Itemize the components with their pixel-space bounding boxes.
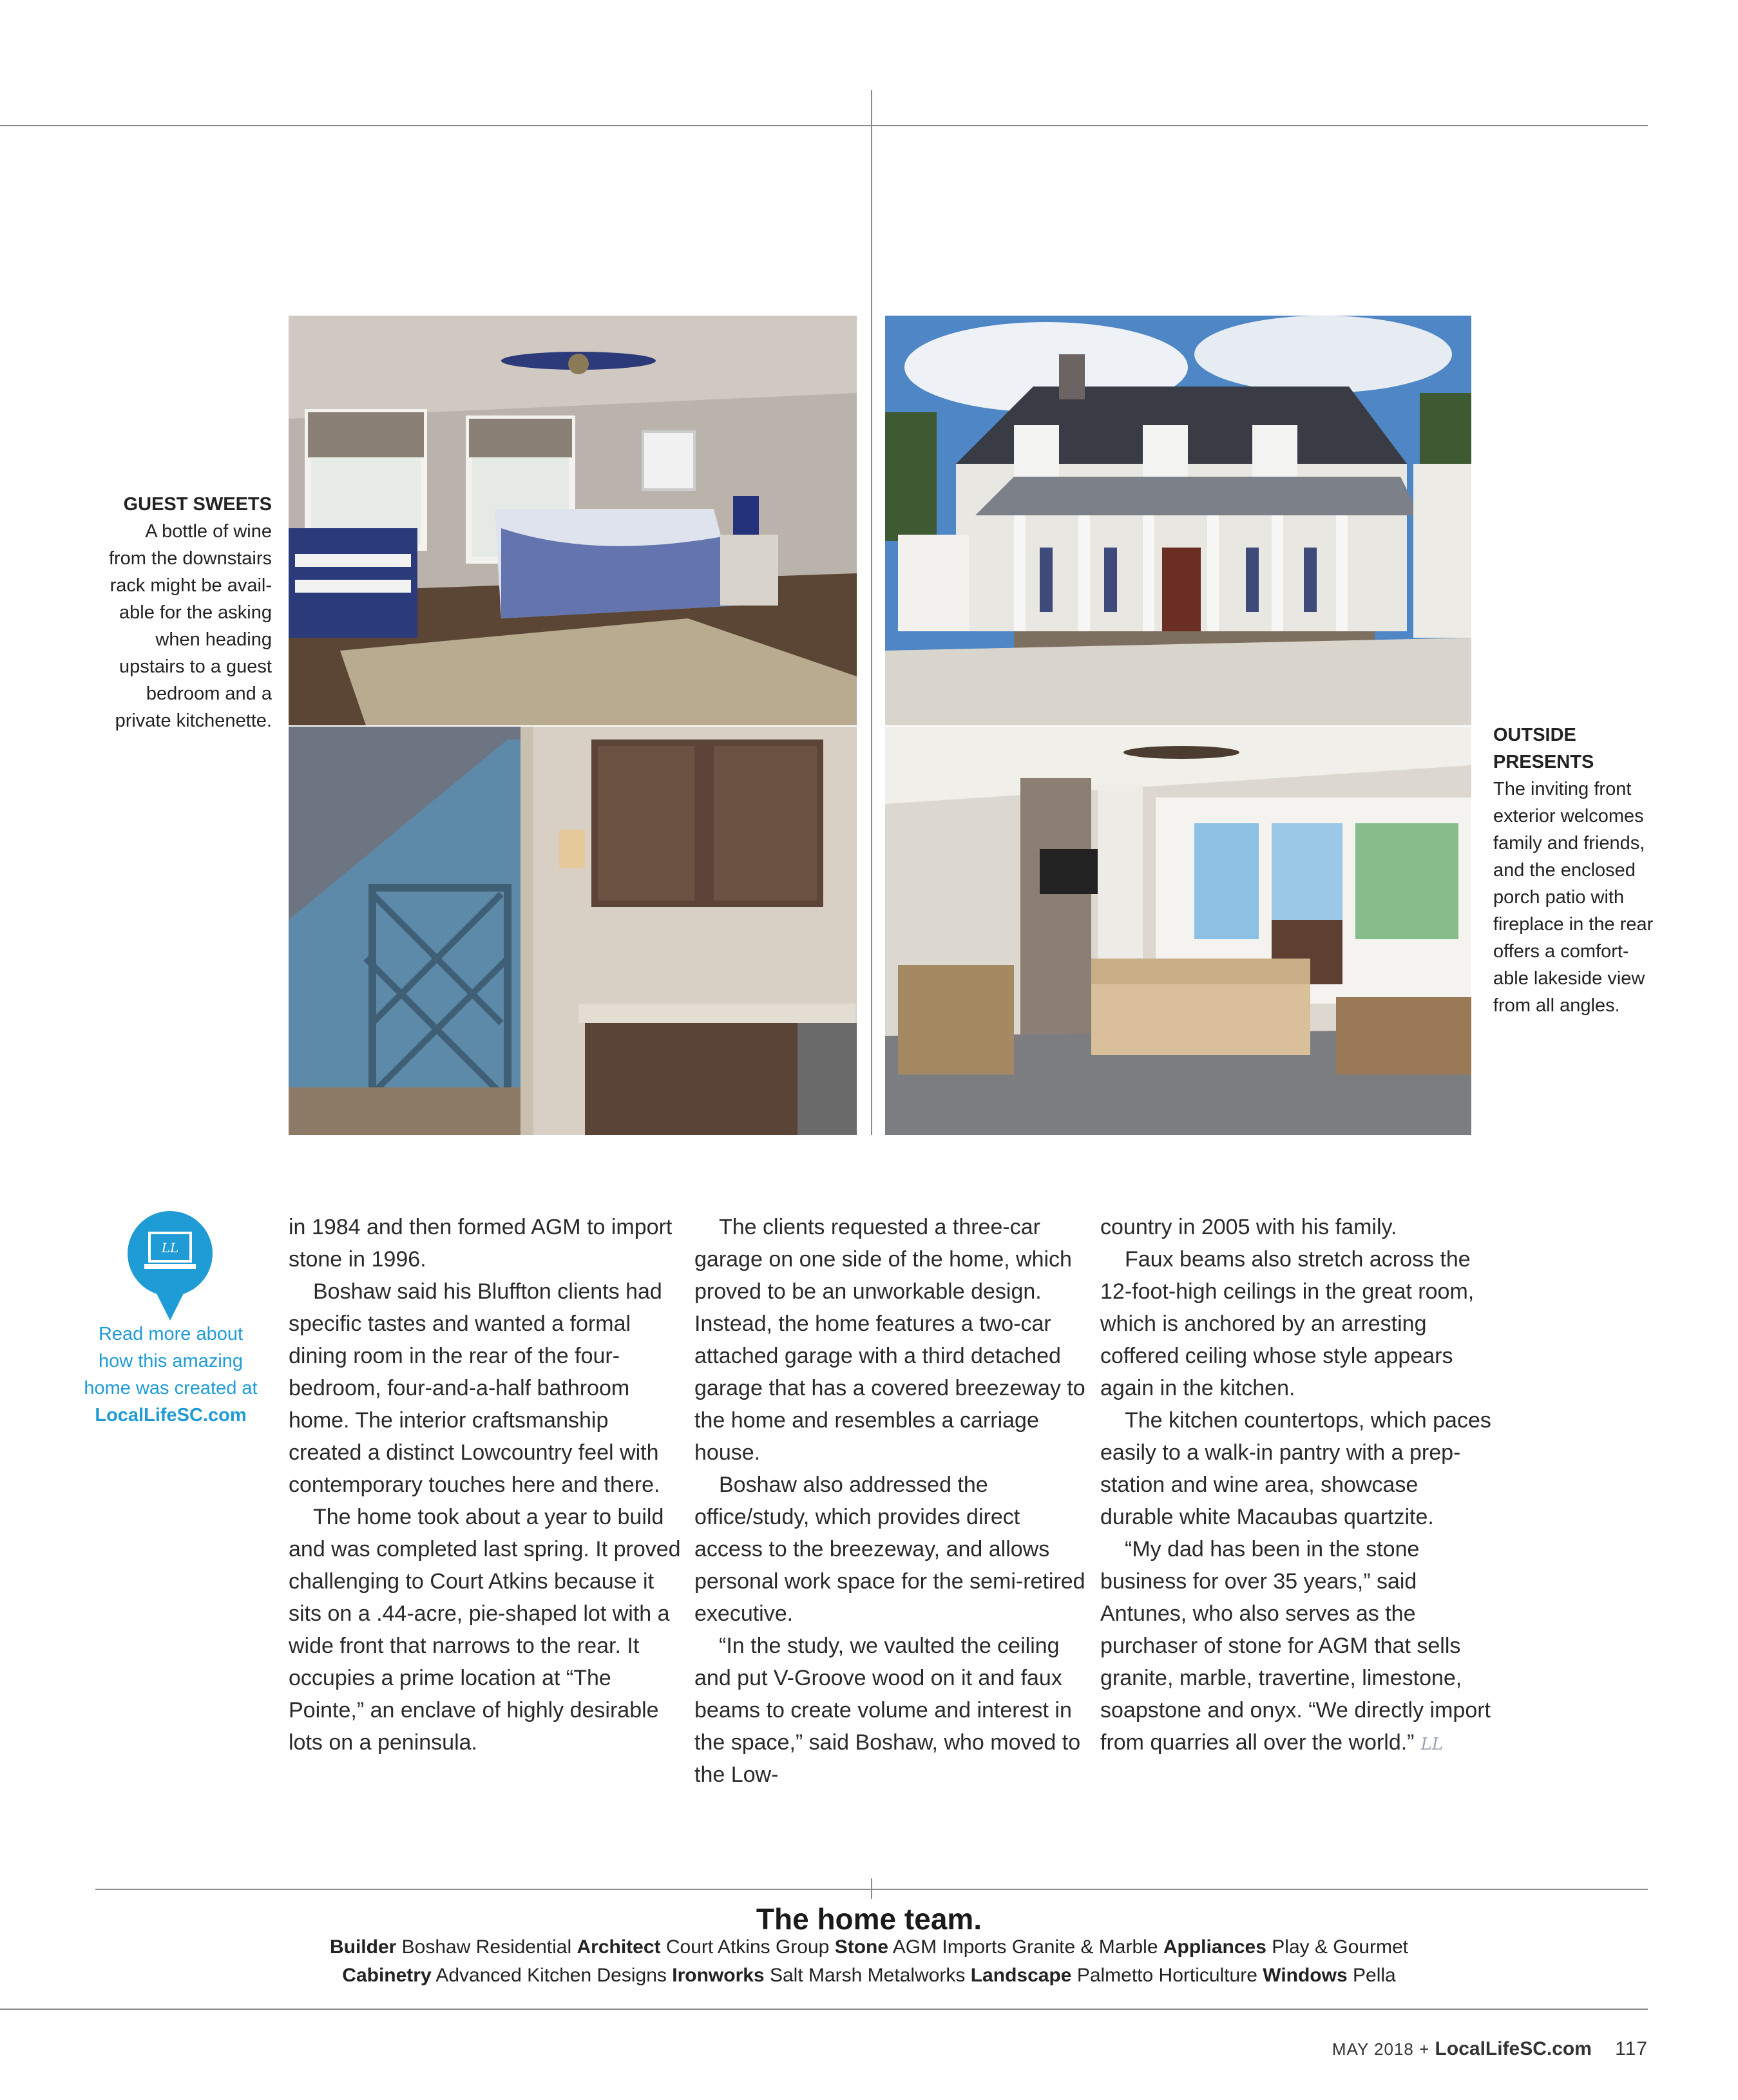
credit-name: Play & Gourmet [1272,1936,1409,1958]
paragraph [1100,1533,1493,1761]
paragraph: The kitchen countertops, which paces easily to a walk-in pantry with a prep-station and wine area, showcase durable white Macaubas quartzite. [1100,1408,1491,1529]
sidebar-site-link[interactable]: LocalLifeSC.com [95,1405,247,1426]
page-number: 117 [1615,2038,1648,2059]
photo-porch-patio [885,727,1471,1135]
caption-line: porch patio with [1493,887,1625,908]
caption-line: when heading [155,629,272,650]
credit-role: Windows [1263,1965,1348,1986]
end-mark: LL [1420,1735,1444,1754]
credit-name: Advanced Kitchen Designs [435,1965,667,1986]
caption-guest-sweets [64,491,272,734]
caption-line: able lakeside view [1493,968,1645,989]
caption-outside-title: OUTSIDE [1493,725,1576,745]
gutter-rule [871,90,872,1135]
paragraph-text: “My dad has been in the stone business for over 35 years,” said Antunes, who also serves as the purchaser of stone for AGM that sells granite, marble, travertine, limestone, soapstone and onyx. “We directly import from quarries all over the world.” [1100,1537,1491,1755]
credit-name: Salt Marsh Metalworks [769,1965,966,1986]
credit-name: Boshaw Residential [401,1936,572,1958]
folio-date: MAY 2018 [1332,2039,1414,2059]
caption-line: able for the asking [119,602,272,623]
paragraph: The home took about a year to build and was completed last spring. It proved challenging to Court Atkins because it sits on a .44-acre, pie-shaped lot with a wide front that narrows to the rear. It occupies a prime location at “The Pointe,” an enclave of highly desirable lots on a peninsula. [289,1505,681,1755]
caption-line: exterior welcomes [1493,806,1644,826]
sidebar-line: Read more about [98,1324,244,1344]
team-bottom-rule [0,2009,1648,2010]
caption-line: from all angles. [1493,995,1620,1016]
top-rule [0,125,1648,126]
credit-name: Palmetto Horticulture [1076,1965,1257,1986]
page-folio [1332,2038,1648,2060]
sidebar-line: home was created at [84,1378,258,1398]
caption-line: upstairs to a guest [119,656,272,677]
paragraph: Boshaw said his Bluffton clients had specific tastes and wanted a formal dining room in the rear of the four-bedroom, four-and-a-half bathroom home. The interior craftsmanship created a distinct Lowcountry feel with contemporary touches here and there. [289,1279,662,1497]
credit-role: Cabinetry [342,1965,432,1986]
paragraph: The clients requested a three-car garage on one side of the home, which proved to be an unworkable design. Instead, the home features a two-car attached garage with a third detached garage that has a covered breezeway to the home and resembles a carriage house. [694,1215,1085,1465]
team-tick [871,1878,872,1899]
caption-line: and the enclosed [1493,860,1636,881]
folio-site[interactable]: LocalLifeSC.com [1435,2038,1592,2059]
home-team-title: The home team. [756,1902,982,1936]
caption-line: private kitchenette. [115,711,272,731]
caption-line: rack might be avail- [110,575,272,596]
home-team-line-1 [0,1936,1738,1958]
credit-role: Ironworks [672,1965,765,1986]
paragraph: “In the study, we vaulted the ceiling and put V-Groove wood on it and faux beams to create volume and interest in the space,” said Boshaw, who moved to the Low- [694,1634,1081,1787]
body-column-2 [694,1211,1087,1791]
laptop-icon[interactable] [126,1211,214,1321]
caption-guest-title: GUEST SWEETS [123,494,272,515]
photo-guest-bedroom [289,316,857,725]
photo-front-exterior [885,316,1471,725]
body-column-3 [1100,1211,1493,1761]
caption-line: family and friends, [1493,833,1645,854]
caption-line: The inviting front [1493,779,1632,799]
credit-name: Court Atkins Group [665,1936,830,1958]
caption-line: offers a comfort- [1493,941,1629,962]
sidebar-line: how this amazing [98,1351,244,1371]
home-team-line-2 [0,1965,1738,1987]
sidebar-promo [71,1321,271,1429]
body-column-1 [289,1211,682,1759]
credit-role: Architect [577,1936,661,1958]
credit-role: Builder [329,1936,397,1958]
caption-line: from the downstairs [108,548,272,569]
credit-role: Stone [834,1936,889,1958]
caption-line: bedroom and a [146,683,272,704]
photo-wine-rack [289,727,857,1135]
caption-line: A bottle of wine [145,521,272,542]
caption-line: fireplace in the rear [1493,914,1654,935]
credit-name: Pella [1353,1965,1396,1986]
paragraph: Faux beams also stretch across the 12-foot-high ceilings in the great room, which is anchored by an arresting coffered ceiling whose style appears again in the kitchen. [1100,1247,1475,1400]
paragraph: country in 2005 with his family. [1100,1215,1397,1239]
credit-role: Appliances [1163,1936,1266,1958]
caption-outside-presents [1493,721,1680,1019]
paragraph: in 1984 and then formed AGM to import stone in 1996. [289,1215,673,1272]
folio-separator: + [1419,2039,1430,2059]
credit-name: AGM Imports Granite & Marble [892,1936,1158,1958]
paragraph: Boshaw also addressed the office/study, which provides direct access to the breezeway, and allows personal work space for the semi-retired executive. [694,1473,1085,1626]
caption-outside-title: PRESENTS [1493,752,1594,772]
credit-role: Landscape [970,1965,1072,1986]
laptop-icon-label: LL [161,1240,179,1255]
